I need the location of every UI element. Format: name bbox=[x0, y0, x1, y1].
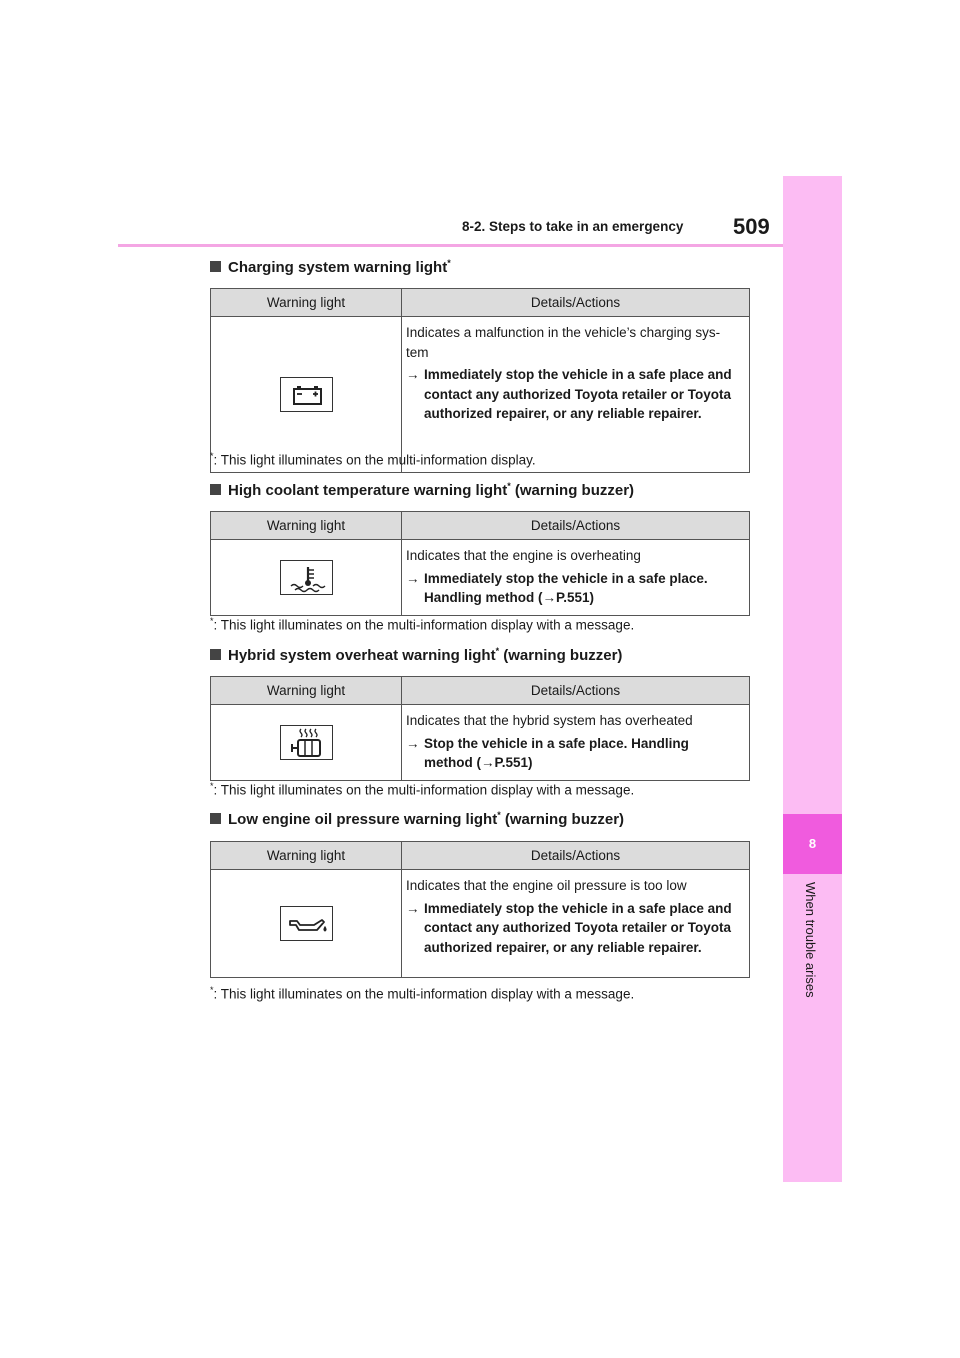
arrow-icon: → bbox=[406, 735, 420, 751]
arrow-icon: → bbox=[406, 900, 420, 916]
column-header-warning-light: Warning light bbox=[211, 512, 402, 540]
footnote-mark: * bbox=[210, 451, 214, 461]
arrow-icon: → bbox=[406, 367, 420, 382]
section-title-oil-pressure bbox=[210, 810, 624, 828]
footnote-mark: * bbox=[495, 646, 500, 656]
square-bullet-icon bbox=[210, 484, 221, 495]
footnote-text: : This light illuminates on the multi-information display with a message. bbox=[213, 782, 635, 798]
action-text: Stop the vehicle in a safe place. Handling method (→P.551) bbox=[424, 735, 689, 770]
warning-light-cell bbox=[211, 870, 402, 978]
footnote-mark: * bbox=[210, 985, 214, 995]
action-text: Immediately stop the vehicle in a safe place and contact any authorized Toyota retailer or Toyota authorized repairer, or any reliable repairer. bbox=[424, 900, 732, 955]
square-bullet-icon bbox=[210, 649, 221, 660]
chapter-label bbox=[803, 882, 823, 1022]
details-cell bbox=[402, 870, 750, 978]
section-title-charging bbox=[210, 258, 451, 276]
action-text: Immediately stop the vehicle in a safe place. Handling method (→P.551) bbox=[424, 570, 708, 605]
column-header-details: Details/Actions bbox=[402, 512, 750, 540]
action-item bbox=[406, 365, 741, 424]
warning-table-charging bbox=[210, 288, 750, 473]
page-number: 509 bbox=[733, 214, 770, 239]
action-item bbox=[406, 734, 741, 773]
section-title-coolant bbox=[210, 481, 634, 499]
column-header-details: Details/Actions bbox=[402, 677, 750, 705]
battery-icon bbox=[280, 377, 333, 412]
details-cell bbox=[402, 705, 750, 781]
section-title-hybrid-overheat bbox=[210, 646, 622, 664]
section-title-text: Charging system warning light bbox=[228, 259, 448, 276]
column-header-warning-light: Warning light bbox=[211, 289, 402, 317]
footnote-coolant bbox=[210, 616, 634, 633]
footnote-hybrid-overheat bbox=[210, 781, 634, 798]
square-bullet-icon bbox=[210, 813, 221, 824]
footnote-mark: * bbox=[497, 810, 501, 820]
section-title-suffix: (warning buzzer) bbox=[499, 647, 623, 664]
warning-table-hybrid-overheat bbox=[210, 676, 750, 781]
footnote-text: : This light illuminates on the multi-information display with a message. bbox=[213, 986, 635, 1002]
oil-pressure-icon bbox=[280, 906, 333, 941]
header-rule bbox=[118, 244, 783, 247]
column-header-details: Details/Actions bbox=[402, 842, 750, 870]
footnote-mark: * bbox=[507, 481, 511, 491]
column-header-details: Details/Actions bbox=[402, 289, 750, 317]
chapter-label-text: When trouble arises bbox=[803, 882, 818, 998]
side-tab bbox=[783, 176, 842, 1182]
section-title-suffix: (warning buzzer) bbox=[500, 811, 625, 828]
warning-light-cell bbox=[211, 317, 402, 473]
footnote-charging bbox=[210, 451, 536, 468]
warning-table-oil-pressure bbox=[210, 841, 750, 978]
section-title-text: High coolant temperature warning light bbox=[228, 482, 508, 499]
footnote-oil-pressure bbox=[210, 985, 634, 1002]
footnote-mark: * bbox=[210, 781, 214, 791]
detail-text: Indicates that the hybrid system has overheated bbox=[406, 713, 693, 728]
details-cell bbox=[402, 317, 750, 473]
warning-table-coolant bbox=[210, 511, 750, 616]
detail-text: Indicates a malfunction in the vehicle’s charging sys-tem bbox=[406, 325, 721, 360]
warning-light-cell bbox=[211, 705, 402, 781]
action-text: Immediately stop the vehicle in a safe place and contact any authorized Toyota retailer or Toyota authorized repairer, or any reliable repairer. bbox=[424, 367, 732, 421]
detail-text: Indicates that the engine oil pressure is too low bbox=[406, 878, 687, 893]
square-bullet-icon bbox=[210, 261, 221, 272]
section-title-text: Hybrid system overheat warning light bbox=[228, 647, 496, 664]
section-header-title: 8-2. Steps to take in an emergency bbox=[462, 219, 684, 234]
warning-light-cell bbox=[211, 540, 402, 616]
chapter-number: 8 bbox=[808, 836, 817, 851]
chapter-tab bbox=[783, 814, 842, 874]
footnote-mark: * bbox=[210, 616, 214, 626]
action-item bbox=[406, 899, 741, 958]
column-header-warning-light: Warning light bbox=[211, 677, 402, 705]
footnote-text: : This light illuminates on the multi-information display. bbox=[213, 452, 536, 468]
hybrid-overheat-icon bbox=[280, 725, 333, 760]
column-header-warning-light: Warning light bbox=[211, 842, 402, 870]
arrow-icon: → bbox=[406, 570, 420, 586]
detail-text: Indicates that the engine is overheating bbox=[406, 548, 641, 563]
footnote-text: : This light illuminates on the multi-information display with a message. bbox=[213, 617, 635, 633]
footnote-mark: * bbox=[447, 258, 451, 268]
coolant-temperature-icon bbox=[280, 560, 333, 595]
details-cell bbox=[402, 540, 750, 616]
section-title-text: Low engine oil pressure warning light bbox=[228, 811, 498, 828]
section-title-suffix: (warning buzzer) bbox=[510, 482, 635, 499]
action-item bbox=[406, 569, 741, 608]
